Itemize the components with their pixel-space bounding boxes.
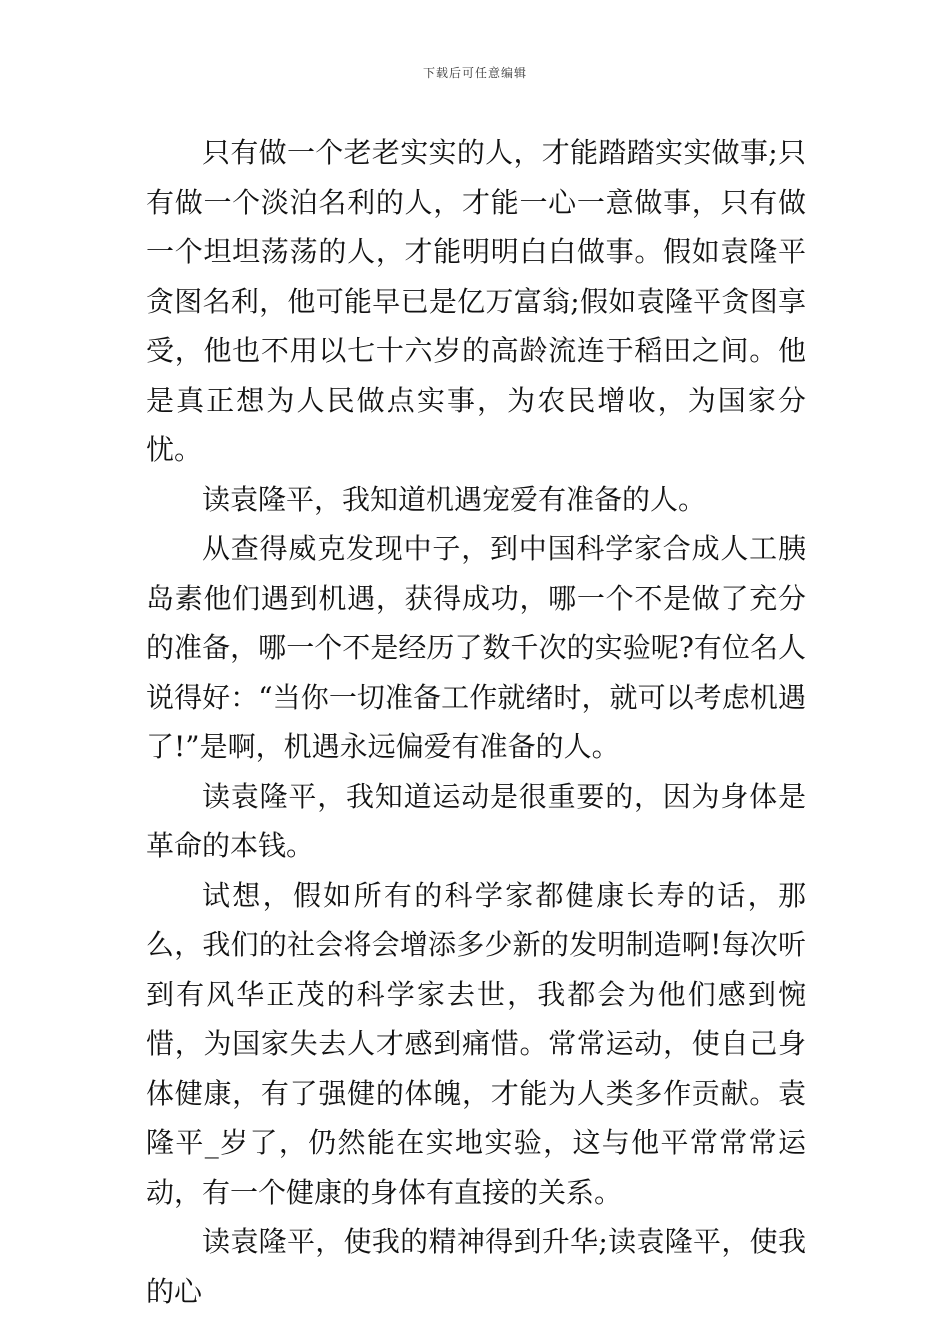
paragraph-2: 读袁隆平，我知道机遇宠爱有准备的人。 <box>202 482 707 516</box>
paragraph-4: 读袁隆平，我知道运动是很重要的，因为身体是革命的本钱。 <box>146 779 806 862</box>
page-header-note: 下载后可任意编辑 <box>422 66 527 80</box>
paragraph-3: 从查得威克发现中子，到中国科学家合成人工胰岛素他们遇到机遇，获得成功，哪一个不是做了充分的准备，哪一个不是经历了数千次的实验呢?有位名人说得好：“当你一切准备工作就绪时，就可以考虑机遇了!”是啊，机遇永远偏爱有准备的人。 <box>146 532 806 763</box>
paragraph-6: 读袁隆平，使我的精神得到升华;读袁隆平，使我的心 <box>146 1225 806 1308</box>
paragraph-5: 试想，假如所有的科学家都健康长寿的话，那么，我们的社会将会增添多少新的发明制造啊!每次听到有风华正茂的科学家去世，我都会为他们感到惋惜，为国家失去人才感到痛惜。常常运动，使自己身体健康，有了强健的体魄，才能为人类多作贡献。袁隆平_岁了，仍然能在实地实验，这与他平常常常运动，有一个健康的身体有直接的关系。 <box>146 878 806 1209</box>
paragraph-1: 只有做一个老老实实的人，才能踏踏实实做事;只有做一个淡泊名利的人，才能一心一意做事，只有做一个坦坦荡荡的人，才能明明白白做事。假如袁隆平贪图名利，他可能早已是亿万富翁;假如袁隆平贪图享受，他也不用以七十六岁的高龄流连于稻田之间。他是真正想为人民做点实事，为农民增收，为国家分忧。 <box>146 136 806 466</box>
document-body <box>146 128 806 1316</box>
